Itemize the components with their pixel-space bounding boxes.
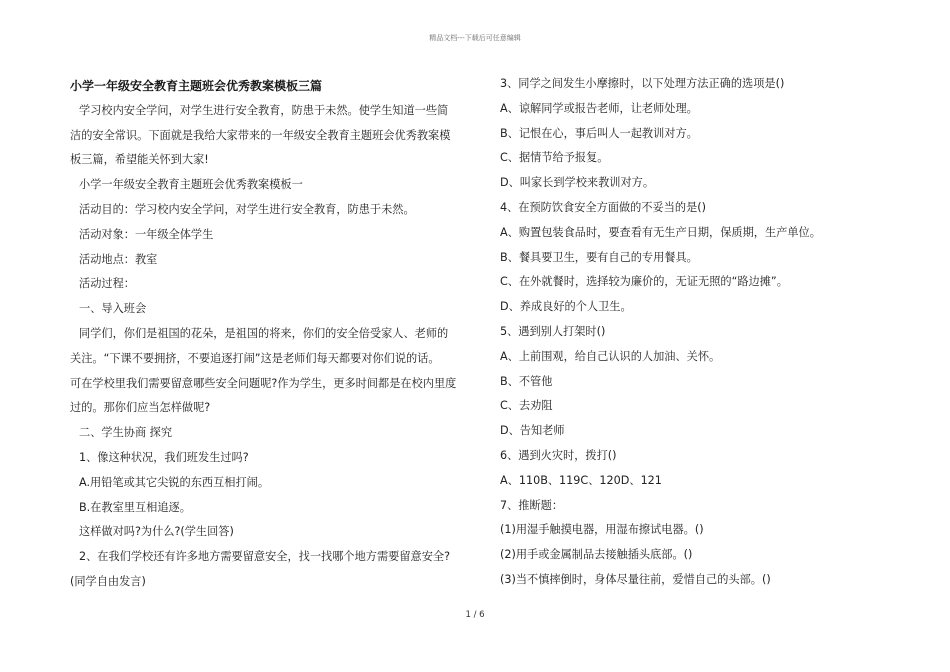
para2-line-2: 关注。“下课不要拥挤，不要追逐打闹”这是老师们每天都要对你们说的话。 [70, 351, 440, 365]
question-6-options: A、110B、119C、120D、121 [500, 473, 662, 487]
question-3-option-a: A、谅解同学或报告老师，让老师处理。 [500, 101, 698, 115]
para2-line-4: 过的。那你们应当怎样做呢? [70, 401, 211, 415]
question-7: 7、推断题： [500, 498, 564, 512]
question-4-option-b: B、餐具要卫生，要有自己的专用餐具。 [500, 250, 698, 264]
activity-audience: 活动对象：一年级全体学生 [79, 227, 214, 241]
question-5-option-a: A、上前围观，给自己认识的人加油、关怀。 [500, 349, 721, 363]
section-heading: 小学一年级安全教育主题班会优秀教案模板一 [79, 178, 303, 192]
question-1-option-a: A.用铅笔或其它尖锐的东西互相打闹。 [79, 475, 270, 489]
activity-location: 活动地点：教室 [79, 252, 158, 266]
question-4: 4、在预防饮食安全方面做的不妥当的是() [500, 200, 707, 214]
step-one-heading: 一、导入班会 [79, 302, 147, 316]
intro-line-2: 洁的安全常识。下面就是我给大家带来的一年级安全教育主题班会优秀教案模 [70, 128, 451, 142]
question-3-option-b: B、记恨在心，事后叫人一起教训对方。 [500, 126, 698, 140]
header-note: 精品文档---下载后可任意编辑 [429, 34, 521, 42]
question-5-option-c: C、去劝阻 [500, 399, 553, 413]
question-2-note: (同学自由发言) [70, 574, 146, 588]
question-3: 3、同学之间发生小摩擦时，以下处理方法正确的选项是() [500, 77, 785, 90]
question-4-option-a: A、购置包装食品时，要查看有无生产日期，保质期，生产单位。 [500, 225, 821, 239]
step-two-heading: 二、学生协商 探究 [79, 426, 173, 440]
activity-process: 活动过程： [79, 277, 135, 291]
question-1-option-b: B.在教室里互相追逐。 [79, 500, 191, 514]
question-5-option-d: D、告知老师 [500, 424, 565, 438]
question-6: 6、遇到火灾时，拨打() [500, 448, 617, 462]
document-title: 小学一年级安全教育主题班会优秀教案模板三篇 [70, 79, 323, 93]
question-1: 1、像这种状况，我们班发生过吗? [79, 450, 249, 464]
question-5-option-b: B、不管他 [500, 374, 553, 388]
left-column [70, 74, 466, 595]
question-2: 2、在我们学校还有许多地方需要留意安全，找一找哪个地方需要留意安全? [79, 550, 451, 564]
question-1-followup: 这样做对吗?为什么?(学生回答) [79, 525, 234, 539]
judgment-2: (2)用手或金属制品去接触插头底部。() [500, 548, 693, 562]
right-column [500, 72, 830, 593]
question-5: 5、遇到别人打架时() [500, 324, 606, 338]
page-number: 1 / 6 [465, 610, 485, 620]
judgment-3: (3)当不慎摔倒时，身体尽量往前，爱惜自己的头部。() [500, 572, 771, 586]
intro-line-1: 学习校内安全学问，对学生进行安全教育，防患于未然。使学生知道一些简 [79, 103, 449, 117]
question-3-option-d: D、叫家长到学校来教训对方。 [500, 176, 655, 190]
question-4-option-c: C、在外就餐时，选择较为廉价的，无证无照的“路边摊”。 [500, 275, 788, 289]
para2-line-1: 同学们，你们是祖国的花朵，是祖国的将来，你们的安全倍受家人、老师的 [79, 326, 449, 340]
activity-purpose: 活动目的：学习校内安全学问，对学生进行安全教育，防患于未然。 [79, 202, 415, 216]
para2-line-3: 可在学校里我们需要留意哪些安全问题呢?作为学生，更多时间都是在校内里度 [70, 376, 457, 390]
intro-line-3: 板三篇，希望能关怀到大家! [70, 153, 209, 167]
question-4-option-d: D、养成良好的个人卫生。 [500, 300, 632, 314]
question-3-option-c: C、据情节给予报复。 [500, 151, 609, 165]
judgment-1: (1)用湿手触摸电器，用湿布擦试电器。() [500, 523, 704, 537]
